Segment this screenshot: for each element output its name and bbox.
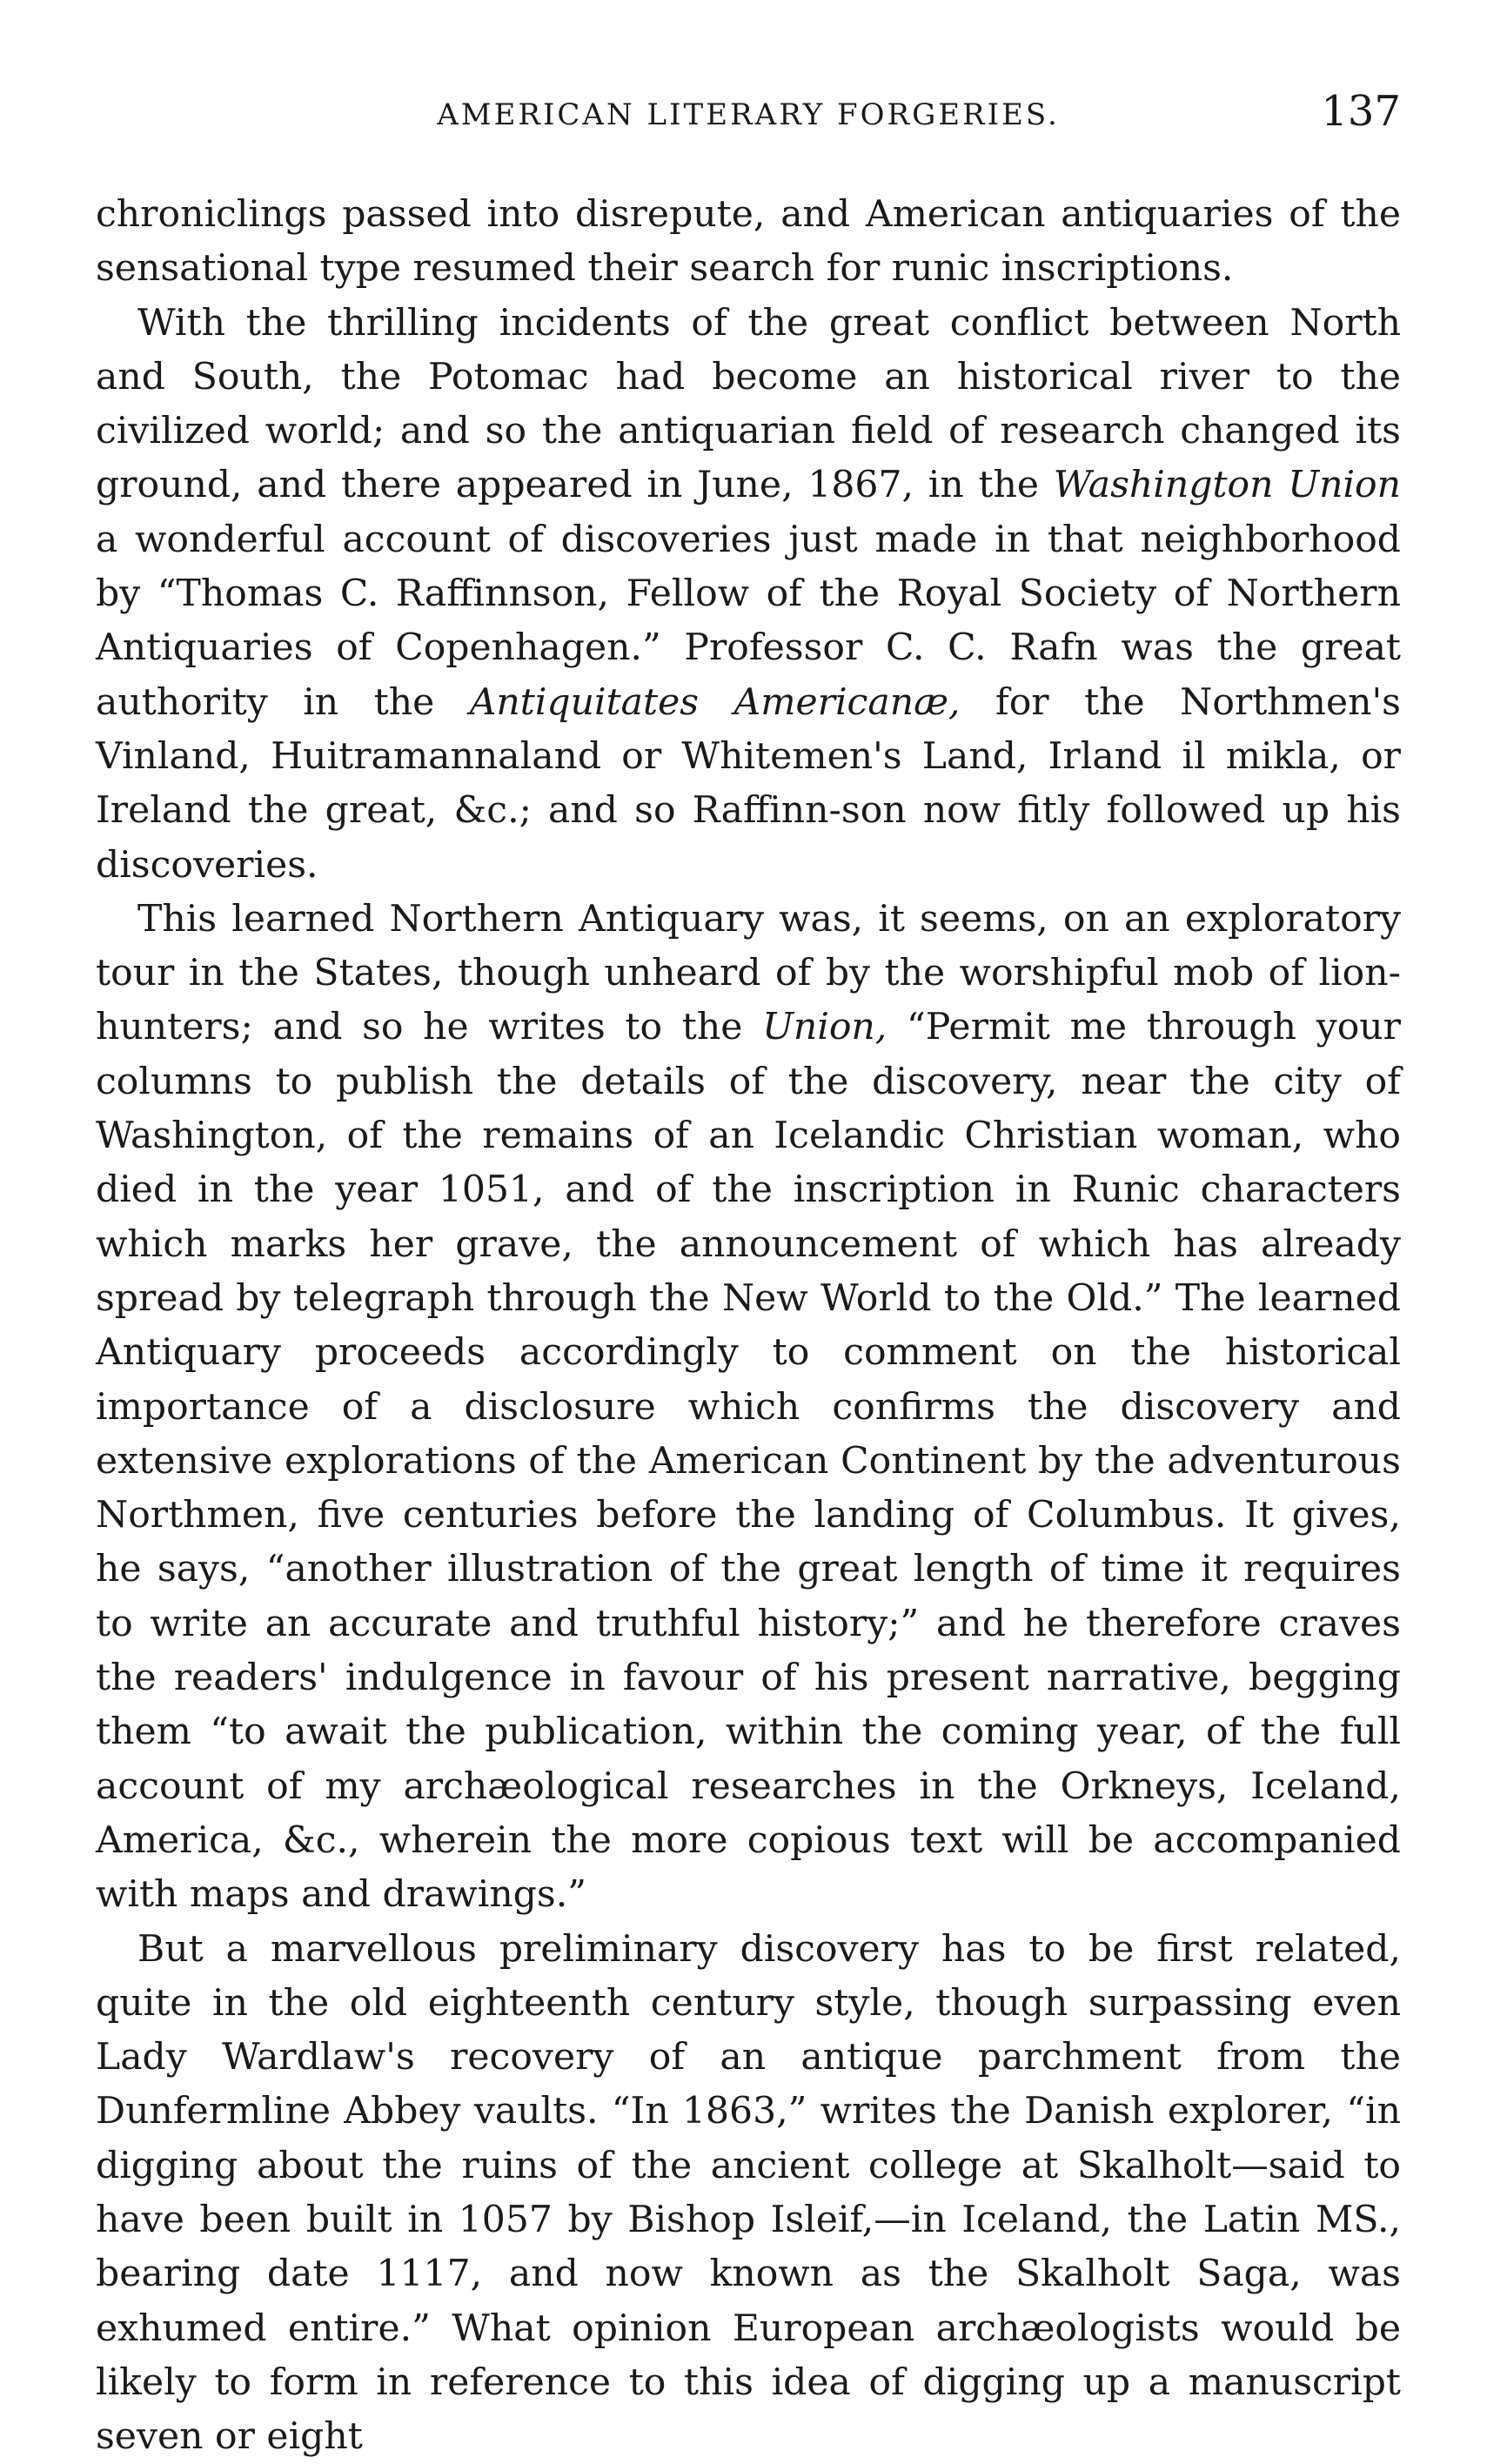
italic-title: Washington Union bbox=[1054, 464, 1401, 506]
body-text bbox=[96, 188, 1401, 2464]
text-segment: But a marvellous preliminary discovery has to be first related, quite in the old eighteenth century style, though surpassing even Lady Wardlaw's recovery of an antique parchment from the Dunfermline Abbey vaults. “In 1863,” writes the Danish explorer, “in digging about the ruins of the ancient college at Skalholt—said to have been built in 1057 by Bishop Isleif,—in Iceland, the Latin MS., bearing date 1117, and now known as the Skalholt Saga, was exhumed entire.” What opinion European archæologists would be likely to form in reference to this idea of digging up a manuscript seven or eight bbox=[96, 1928, 1401, 2459]
text-segment: chroniclings passed into disrepute, and American antiquaries of the sensational type resumed their search for runic inscriptions. bbox=[96, 193, 1401, 290]
paragraph bbox=[96, 297, 1401, 893]
italic-title: Antiquitates Americanæ, bbox=[470, 681, 961, 724]
text-segment: a wonderful account of discoveries just made in that neighborhood by “Thomas C. Raffinnson, Fellow of the Royal Society of Northern Antiquaries of Copenhagen.” Professor C. C. Rafn was the great authority in the bbox=[96, 519, 1401, 724]
italic-title: Union, bbox=[762, 1006, 887, 1048]
book-page bbox=[96, 87, 1401, 2464]
text-segment: This learned Northern Antiquary was, it seems, on an exploratory tour in the States, though unheard of by the worshipful mob of lion-hunters; and so he writes to the bbox=[96, 898, 1401, 1049]
paragraph bbox=[96, 1923, 1401, 2464]
page-number: 137 bbox=[1321, 87, 1401, 136]
text-segment: “Permit me through your columns to publish the details of the discovery, near the city of Washington, of the remains of an Icelandic Christian woman, who died in the year 1051, and of the inscription in Runic characters which marks her grave, the announcement of which has already spread by telegraph through the New World to the Old.” The learned Antiquary proceeds accordingly to comment on the historical importance of a disclosure which confirms the discovery and extensive explorations of the American Continent by the adventurous Northmen, five centuries before the landing of Columbus. It gives, he says, “another illustration of the great length of time it requires to write an accurate and truthful history;” and he therefore craves the readers' indulgence in favour of his present narrative, begging them “to await the publication, within the coming year, of the full account of my archæological researches in the Orkneys, Iceland, America, &c., wherein the more copious text will be accompanied with maps and drawings.” bbox=[96, 1006, 1401, 1916]
paragraph bbox=[96, 188, 1401, 297]
text-segment: for the Northmen's Vinland, Huitramannaland or Whitemen's Land, Irland il mikla, or Ireland the great, &c.; and so Raffinn-son now fitly followed up his discoveries. bbox=[96, 681, 1401, 887]
running-head: AMERICAN LITERARY FORGERIES. bbox=[96, 97, 1401, 132]
page-header bbox=[96, 87, 1401, 148]
text-segment: With the thrilling incidents of the great conflict between North and South, the Potomac had become an historical river to the civilized world; and so the antiquarian field of research changed its ground, and there appeared in June, 1867, in the bbox=[96, 302, 1401, 507]
paragraph bbox=[96, 893, 1401, 1923]
